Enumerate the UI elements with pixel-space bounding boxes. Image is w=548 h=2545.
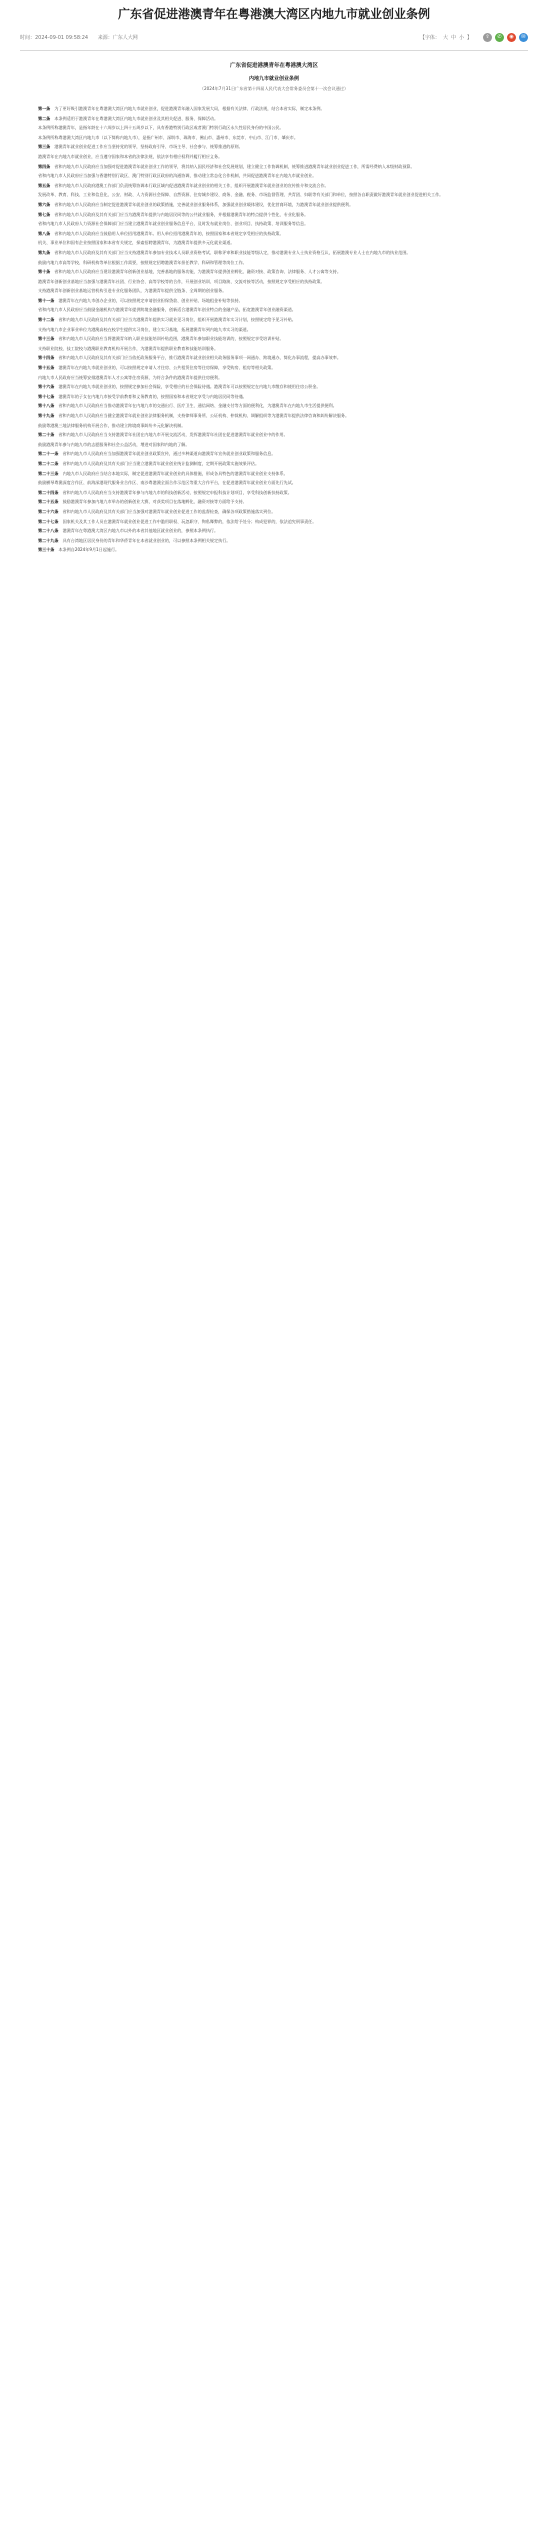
paragraph-text: 本条例所称粤港澳大湾区内地九市（以下简称内地九市），是指广州市、深圳市、珠海市、佛山市、惠州市、东莞市、中山市、江门市、肇庆市。 — [38, 134, 298, 140]
font-size-end: 】 — [466, 34, 472, 41]
article-number: 第二条 — [38, 115, 51, 121]
article-number: 第二十八条 — [38, 528, 59, 534]
article-number: 第十二条 — [38, 317, 55, 323]
paragraph-text: 机关、事业单位和国有企业按照国家和本省有关规定，探索招聘港澳青年，为港澳青年提供多元化就业渠道。 — [38, 240, 235, 246]
publish-date: 时间：2024-09-01 09:58:24 — [20, 34, 89, 41]
article-meta-bar — [20, 28, 528, 51]
article-number: 第十七条 — [38, 393, 55, 399]
qq-icon[interactable]: ✉ — [519, 33, 528, 42]
paragraph-text: 支持港澳青年创新创业基地运营机构引进专业化服务团队，为港澳青年提供全链条、全周期的创业服务。 — [38, 288, 227, 294]
article-number: 第十四条 — [38, 355, 55, 361]
paragraph-text: 鼓励内地九市高等学校、科研机构等单位根据工作需要，按照规定招聘港澳青年担任教学、科研和管理等岗位工作。 — [38, 259, 247, 265]
article-paragraph — [30, 240, 518, 246]
paragraph-text: 省和内地九市人民政府应当建设港澳青年创新创业基地，完善基地的服务功能，为港澳青年提供创业孵化、融资对接、政策咨询、法律服务、人才公寓等支持。 — [54, 269, 341, 275]
paragraph-text: 港澳青年在内地九市就业创业的，按照规定参加社会保险，享受相应的社会保险待遇。港澳青年可以按照规定在内地九市缴存和使用住房公积金。 — [58, 384, 321, 390]
article-paragraph — [30, 336, 518, 342]
article-number: 第十六条 — [38, 384, 55, 390]
document-authority: 广东省促进港澳青年在粤港澳大湾区 — [229, 63, 318, 69]
article-paragraph — [30, 538, 518, 544]
paragraph-text: 省和内地九市人民政府应当支持港澳青年社团在内地九市开展交流活动，发挥港澳青年社团在促进港澳青年就业创业中的作用。 — [58, 432, 288, 438]
article-paragraph — [30, 365, 518, 371]
article-number: 第八条 — [38, 230, 51, 236]
article-paragraph — [30, 327, 518, 333]
article-paragraph — [30, 423, 518, 429]
article-paragraph — [30, 375, 518, 381]
article-paragraph — [30, 125, 518, 131]
article-paragraph — [30, 519, 518, 525]
article-paragraph — [30, 490, 518, 496]
paragraph-text: 省和内地九市人民政府及其有关部门应当建立港澳青年就业创业统计监测制度，定期开展政策实施效果评估。 — [62, 460, 260, 466]
paragraph-text: 省和内地九市人民政府应当鼓励用人单位招用港澳青年。用人单位招用港澳青年的，按照国家和本省规定享受相应的扶持政策。 — [54, 230, 284, 236]
page-title: 广东省促进港澳青年在粤港澳大湾区内地九市就业创业条例 — [117, 7, 430, 21]
share-bar — [480, 33, 528, 42]
font-size-medium[interactable]: 中 — [450, 34, 456, 41]
paragraph-text: 港澳青年在内地九市创办企业的，可以按照规定申请创业担保贷款、创业补贴、场地租金补贴等扶持。 — [58, 297, 243, 303]
paragraph-text: 为了更好吸引港澳青年在粤港澳大湾区内地九市就业创业，促进港澳青年融入国家发展大局，根据有关法律、行政法规，结合本省实际，制定本条例。 — [54, 106, 325, 111]
article-paragraph — [30, 298, 518, 304]
article-paragraph — [30, 432, 518, 438]
paragraph-text: 本条例所称港澳青年，是指年龄在十六周岁以上四十五周岁以下，具有香港特别行政区或者澳门特别行政区永久性居民身份的中国公民。 — [38, 125, 284, 131]
article-number: 第二十七条 — [38, 518, 59, 524]
article-paragraph — [30, 221, 518, 227]
article-number: 第二十九条 — [38, 537, 59, 543]
paragraph-text: 港澳青年创新创业基地应当加强与港澳青年社团、行业协会、高等学校等的合作，开展创业培训、项目路演、交流对接等活动，按照规定享受相应的扶持政策。 — [38, 278, 325, 284]
paragraph-text: 国家机关及其工作人员在港澳青年就业创业促进工作中滥用职权、玩忽职守、徇私舞弊的，依法给予处分；构成犯罪的，依法追究刑事责任。 — [62, 518, 317, 524]
paragraph-text: 省和内地九市人民政府及其有关部门应当加强对港澳青年就业创业促进工作的监督检查，确保各项政策措施落实到位。 — [62, 508, 276, 514]
paragraph-text: 港澳青年的子女在内地九市接受学前教育和义务教育的，按照国家和本省规定享受与内地居民同等待遇。 — [58, 393, 247, 399]
article-number: 第二十二条 — [38, 460, 59, 466]
weibo-icon[interactable]: ◉ — [507, 33, 516, 42]
article-paragraph — [30, 288, 518, 294]
article-number: 第三条 — [38, 144, 51, 150]
article-paragraph — [30, 164, 518, 170]
article-number: 第五条 — [38, 182, 51, 188]
article-number: 第二十一条 — [38, 451, 59, 457]
paragraph-text: 省和内地九市人民政府及其有关部门应当依托政务服务平台，推行港澳青年就业创业相关政务服务事项一网通办、跨境通办，简化办事流程，提高办事效率。 — [58, 355, 341, 361]
paragraph-text: 省和内地九市人民政府人力资源社会保障部门应当建立港澳青年就业创业服务信息平台，及时发布就业岗位、创业项目、扶持政策、培训服务等信息。 — [38, 221, 309, 227]
article-paragraph — [30, 260, 518, 266]
article-number: 第九条 — [38, 249, 51, 255]
article-paragraph — [30, 403, 518, 409]
article-paragraph — [30, 451, 518, 457]
article-paragraph — [30, 307, 518, 313]
article-paragraph — [30, 413, 518, 419]
article-number: 第二十六条 — [38, 508, 59, 514]
article-number: 第四条 — [38, 163, 51, 169]
paragraph-text: 具有台湾地区居民身份的青年和华侨青年在本省就业创业的，可以参照本条例相关规定执行。 — [62, 537, 231, 543]
paragraph-text: 鼓励港澳青年参与内地九市的志愿服务和社会公益活动，增进对国家和内地的了解。 — [38, 441, 190, 447]
article-number: 第十一条 — [38, 297, 55, 303]
article-tools — [417, 33, 528, 42]
document-title: 内地九市就业创业条例 — [248, 76, 299, 82]
article-number: 第一条 — [38, 106, 51, 111]
article-paragraph — [30, 547, 518, 553]
paragraph-text: 省和内地九市人民政府应当鼓励金融机构为港澳青年提供跨境金融服务，创新适合港澳青年创业特点的金融产品，拓宽港澳青年创业融资渠道。 — [38, 307, 296, 313]
paragraph-text: 省和内地九市人民政府应当制定促进港澳青年就业创业的政策措施，完善就业创业服务体系，加强就业创业载体建设，优化营商环境，为港澳青年就业创业提供便利。 — [54, 201, 354, 207]
article-paragraph — [30, 471, 518, 477]
paragraph-text: 省和内地九市人民政府及其有关部门应当为港澳青年提供与内地居民同等的公共就业服务，并根据港澳青年的特点提供个性化、专业化服务。 — [54, 211, 309, 217]
article-paragraph — [30, 250, 518, 256]
article-number: 第十九条 — [38, 413, 55, 418]
article-number: 第二十三条 — [38, 470, 59, 476]
paragraph-text: 省和内地九市人民政府应当加强对促进港澳青年就业创业工作的领导，将其纳入国民经济和社会发展规划，建立健全工作协调机制，统筹推进港澳青年就业创业促进工作，所需经费纳入本级财政预算。 — [54, 163, 415, 169]
article-number: 第三十条 — [38, 547, 55, 553]
paragraph-text: 内地九市人民政府应当结合本地实际，制定促进港澳青年就业创业的具体措施，形成各具特色的港澳青年就业创业支持体系。 — [62, 470, 288, 476]
article-number: 第六条 — [38, 201, 51, 207]
article-paragraph — [30, 269, 518, 275]
font-size-label: 【字体： — [419, 34, 440, 41]
paragraph-text: 省和内地九市人民政府及其有关部门应当为港澳青年提供实习就业见习岗位，组织开展港澳青年实习计划，按照规定给予见习补贴。 — [58, 317, 296, 323]
font-size-large[interactable]: 大 — [442, 34, 448, 41]
article-source: 来源：广东人大网 — [97, 34, 138, 41]
paragraph-text: 鼓励横琴粤澳深度合作区、前海深港现代服务业合作区、南沙粤港澳全面合作示范区等重大合作平台，在促进港澳青年就业创业方面先行先试。 — [38, 480, 296, 486]
paragraph-text: 支持内地九市企业事业单位为港澳高校在校学生提供实习岗位，建立实习基地，拓展港澳青年到内地九市实习的渠道。 — [38, 326, 251, 332]
article-paragraph — [30, 231, 518, 237]
article-paragraph — [30, 442, 518, 448]
paragraph-text: 省和内地九市人民政府应当加强港澳青年就业创业政策宣传，通过多种渠道向港澳青年宣传就业创业政策和服务信息。 — [62, 451, 276, 457]
paragraph-text: 省和内地九市人民政府应当推动港澳青年在内地九市的交通出行、医疗卫生、通信网络、金融支付等方面的便利化，为港澳青年在内地九市生活提供便利。 — [58, 403, 337, 409]
article-paragraph — [30, 509, 518, 515]
paragraph-text: 省和内地九市人民政府应当将港澳青年纳入职业技能培训补贴范围，港澳青年参加职业技能培训的，按照规定享受培训补贴。 — [58, 336, 284, 342]
article-paragraph — [30, 528, 518, 534]
article-paragraph — [30, 461, 518, 467]
article-paragraph — [30, 183, 518, 189]
paragraph-text: 省和内地九市人民政府应当健全港澳青年就业创业法律服务机制，支持律师事务所、公证机构、仲裁机构、调解组织等为港澳青年提供法律咨询和纠纷解决服务。 — [58, 413, 350, 418]
paragraph-text: 省和内地九市人民政府应当加强与香港特别行政区、澳门特别行政区政府的沟通协调，推动建立常态化合作机制，共同促进港澳青年在内地九市就业创业。 — [38, 173, 317, 179]
wechat-icon[interactable]: ✆ — [495, 33, 504, 42]
article-paragraph — [30, 192, 518, 198]
paragraph-text: 港澳青年在内地九市就业创业，应当遵守国家和本省的法律法规，依法享有相应权利并履行相应义务。 — [38, 153, 223, 159]
paragraph-text: 内地九市人民政府应当统筹安排港澳青年人才公寓等住房资源，为符合条件的港澳青年提供住房便利。 — [38, 374, 223, 380]
paragraph-text: 支持职业院校、技工院校与港澳职业教育机构开展合作，为港澳青年提供职业教育和技能培训服务。 — [38, 345, 219, 351]
article-paragraph — [30, 499, 518, 505]
font-size-switcher — [417, 34, 472, 41]
paragraph-text: 本条例自2024年9月1日起施行。 — [58, 547, 120, 553]
article-paragraph — [30, 279, 518, 285]
article-number: 第二十五条 — [38, 499, 59, 505]
article-paragraph — [30, 384, 518, 390]
article-paragraph — [30, 394, 518, 400]
article-meta-info — [20, 34, 146, 41]
article-number: 第二十四条 — [38, 489, 59, 495]
article-number: 第十八条 — [38, 403, 55, 409]
article-paragraph — [30, 212, 518, 218]
paragraph-text: 省和内地九市人民政府及其有关部门应当支持港澳青年参加专业技术人员职业资格考试、职称评审和职业技能等级认定，推动港澳专业人士执业资格互认，拓展港澳专业人士在内地九市的执业范围。 — [54, 249, 411, 255]
document-body — [30, 106, 518, 554]
article-paragraph — [30, 202, 518, 208]
article-paragraph — [30, 317, 518, 323]
paragraph-text: 本条例适用于港澳青年在粤港澳大湾区内地九市就业创业及其相关促进、服务、保障活动。 — [54, 115, 219, 121]
paragraph-text: 鼓励港澳青年参加内地九市举办的创新创业大赛，对获奖项目在落地孵化、融资对接等方面给予支持。 — [62, 499, 247, 505]
paragraph-text: 港澳青年就业创业促进工作应当坚持党的领导，坚持政府引导、市场主导、社会参与、统筹推进的原则。 — [54, 144, 243, 150]
article-number: 第二十条 — [38, 432, 55, 438]
paragraph-text: 省和内地九市人民政府应当支持港澳青年参与内地九市的科技创新活动，按照规定申报科技计划项目，享受科技创新扶持政策。 — [62, 489, 292, 495]
paragraph-text: 港澳青年在内地九市就业创业的，可以按照规定申请人才住房、公共租赁住房等住房保障，享受购房、租房等相关政策。 — [58, 365, 276, 371]
article-paragraph — [30, 173, 518, 179]
article-paragraph — [30, 154, 518, 160]
share-icon[interactable]: ⇪ — [483, 33, 492, 42]
article-number: 第十五条 — [38, 365, 55, 371]
article-paragraph — [30, 106, 518, 112]
article-paragraph — [30, 116, 518, 122]
paragraph-text: 省和内地九市人民政府港澳工作部门负责统筹协调本行政区域内促进港澳青年就业创业的相关工作，组织开展港澳青年就业创业的宣传推介和交流合作。 — [54, 182, 329, 188]
font-size-small[interactable]: 小 — [458, 34, 464, 41]
article-paragraph — [30, 135, 518, 141]
article-paragraph — [30, 355, 518, 361]
article-paragraph — [30, 346, 518, 352]
article-number: 第七条 — [38, 211, 51, 217]
paragraph-text: 鼓励粤港澳三地法律服务机构开展合作，推动建立跨境商事纠纷多元化解决机制。 — [38, 422, 186, 428]
article-paragraph — [30, 480, 518, 486]
article-number: 第十三条 — [38, 336, 55, 342]
paragraph-text: 港澳青年在粤港澳大湾区内地九市以外的本省其他地区就业创业的，参照本条例执行。 — [62, 528, 219, 534]
article-paragraph — [30, 144, 518, 150]
paragraph-text: 发展改革、教育、科技、工业和信息化、公安、财政、人力资源社会保障、自然资源、住房城乡建设、商务、金融、税务、市场监督管理、共青团、妇联等有关部门和单位，按照各自职责做好港澳青年就业创业促进相关工作。 — [38, 192, 444, 198]
article-number: 第十条 — [38, 269, 51, 275]
document-adoption-note: （2024年7月31日广东省第十四届人民代表大会常务委员会第十一次会议通过） — [199, 86, 349, 91]
